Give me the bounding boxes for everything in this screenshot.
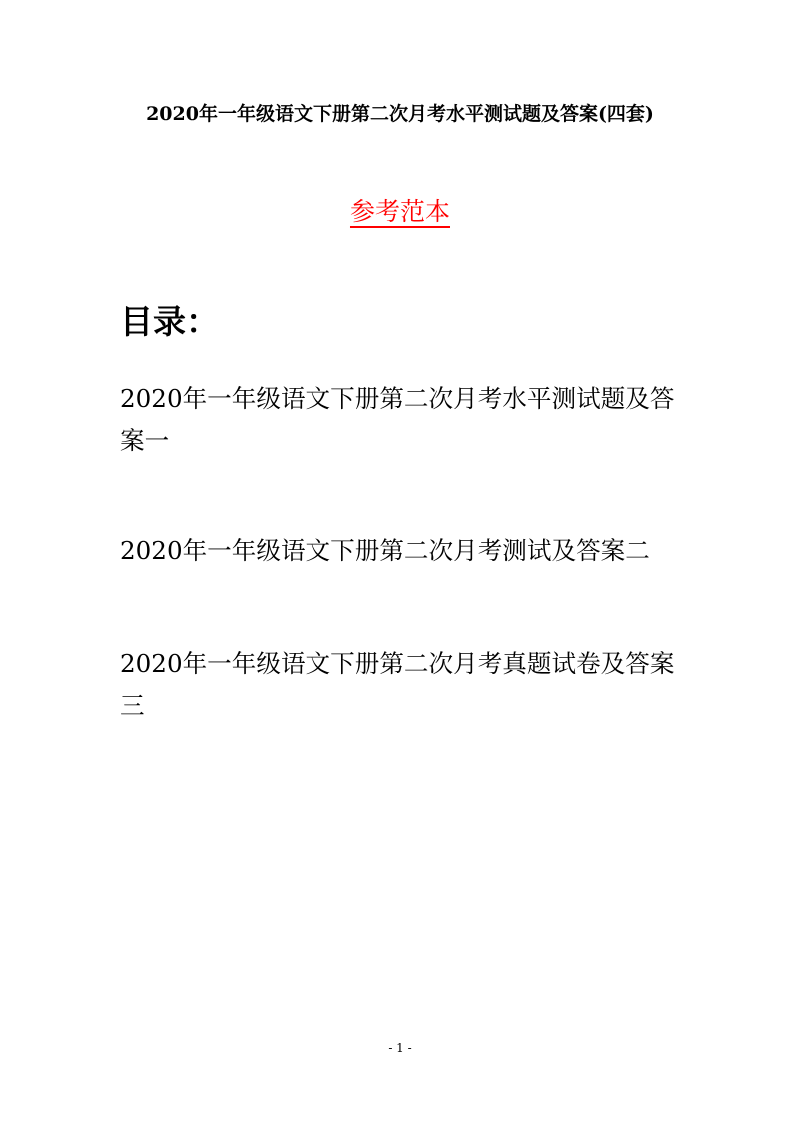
page-number: - 1 - xyxy=(388,1041,412,1055)
document-title: 2020年一年级语文下册第二次月考水平测试题及答案(四套) xyxy=(146,103,654,125)
subtitle-text: 参考范本 xyxy=(349,197,450,226)
toc-item-2: 2020年一年级语文下册第二次月考测试及答案二 xyxy=(120,536,650,565)
toc-item-1: 2020年一年级语文下册第二次月考水平测试题及答案一 xyxy=(120,384,675,455)
reference-sample-subtitle xyxy=(0,195,800,229)
toc-heading: 目录： xyxy=(120,302,219,341)
toc-item-3: 2020年一年级语文下册第二次月考真题试卷及答案三 xyxy=(120,649,675,720)
